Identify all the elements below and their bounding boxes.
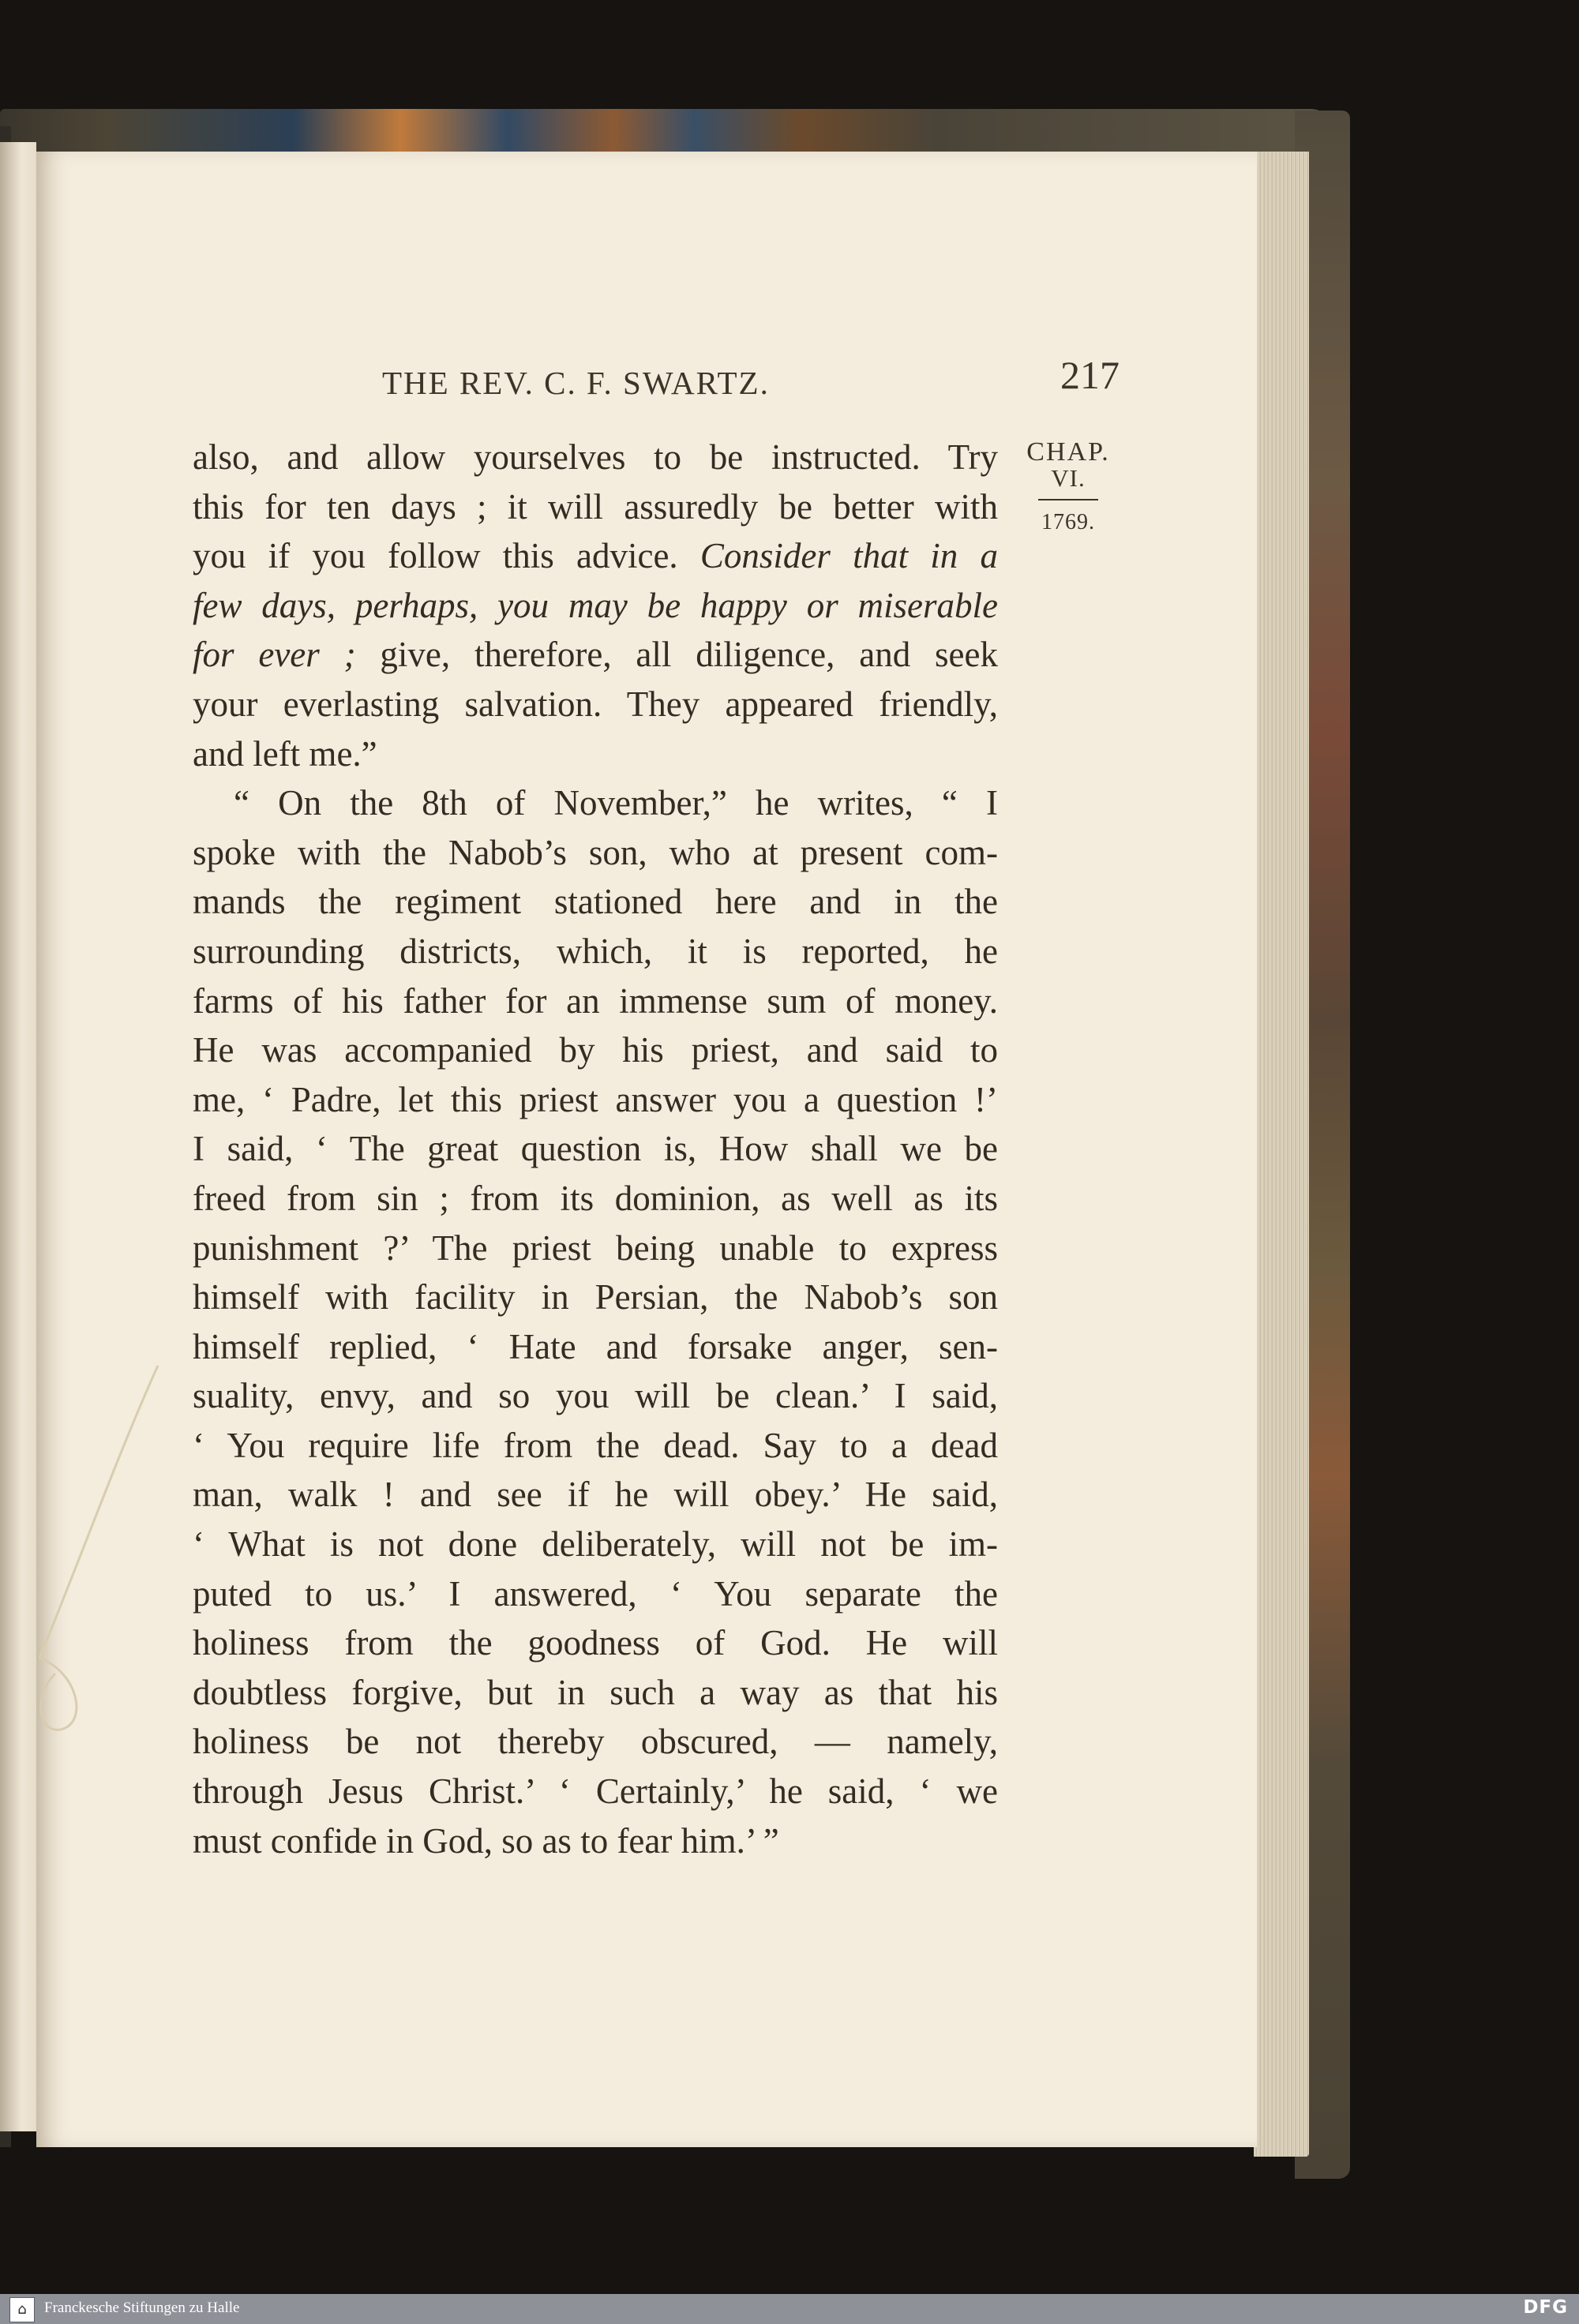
text-line — [193, 1668, 998, 1718]
italic-text: few days, perhaps, you may be happy or miserable — [193, 585, 998, 625]
line-text: give, therefore, all diligence, and seek — [355, 635, 998, 675]
line-text: mands the regiment stationed here and in the — [193, 882, 998, 922]
line-text: I said, ‘ The great question is, How shall we be — [193, 1129, 998, 1169]
text-line — [193, 1717, 998, 1767]
text-line — [193, 976, 998, 1026]
line-text: this for ten days ; it will assuredly be better with — [193, 486, 998, 527]
building-icon: ⌂ — [9, 2297, 35, 2322]
line-text: “ On the 8th of November,” he writes, “ I — [234, 783, 998, 823]
text-line — [193, 729, 998, 779]
marbled-cover-top — [0, 109, 1334, 155]
line-text: ‘ What is not done deliberately, will not be im- — [193, 1524, 998, 1565]
text-line — [193, 778, 998, 828]
page-edges — [1254, 152, 1309, 2157]
text-line — [193, 482, 998, 532]
line-text: also, and allow yourselves to be instructed. Try — [193, 437, 998, 477]
line-text: punishment ?’ The priest being unable to express — [193, 1228, 998, 1268]
text-line — [193, 1470, 998, 1520]
line-text: holiness be not thereby obscured, — namely, — [193, 1722, 998, 1762]
page-number: 217 — [1060, 353, 1120, 397]
dfg-logo: DFG — [1523, 2297, 1568, 2318]
line-text: puted to us.’ I answered, ‘ You separate the — [193, 1573, 998, 1614]
text-line — [193, 531, 998, 581]
text-line — [193, 877, 998, 927]
line-text: through Jesus Christ.’ ‘ Certainly,’ he said, ‘ we — [193, 1771, 998, 1812]
italic-text: for ever ; — [193, 635, 356, 675]
margin-note — [1017, 439, 1120, 534]
bookmark-string — [24, 1358, 166, 1737]
line-text: himself replied, ‘ Hate and forsake anger, sen- — [193, 1326, 998, 1366]
text-line — [193, 1421, 998, 1471]
text-line — [193, 1273, 998, 1322]
line-text: your everlasting salvation. They appeared friendly, — [193, 684, 998, 724]
text-line — [193, 1816, 998, 1866]
footer-bar — [0, 2294, 1579, 2324]
facing-page-sliver — [0, 142, 36, 2131]
text-line — [193, 581, 998, 631]
running-head: THE REV. C. F. SWARTZ. — [382, 365, 770, 401]
margin-rule — [1038, 499, 1098, 500]
text-line — [193, 1224, 998, 1273]
body-text — [193, 433, 998, 1865]
text-line — [193, 1322, 998, 1372]
text-line — [193, 1520, 998, 1569]
text-line — [193, 680, 998, 729]
line-text: me, ‘ Padre, let this priest answer you a question !’ — [193, 1079, 998, 1119]
margin-year: 1769. — [1041, 510, 1095, 534]
margin-chapter: CHAP. — [1026, 437, 1110, 467]
text-line — [193, 630, 998, 680]
text-line — [193, 1371, 998, 1421]
text-line — [193, 1174, 998, 1224]
text-line — [193, 828, 998, 878]
text-line — [193, 1075, 998, 1125]
line-text: you if you follow this advice. — [193, 536, 700, 576]
text-line — [193, 1025, 998, 1075]
italic-text: Consider that in a — [699, 536, 998, 576]
line-text: He was accompanied by his priest, and said to — [193, 1030, 998, 1070]
line-text: ‘ You require life from the dead. Say to a dead — [193, 1425, 998, 1465]
footer-institution: Franckesche Stiftungen zu Halle — [44, 2300, 240, 2316]
line-text: holiness from the goodness of God. He will — [193, 1623, 998, 1663]
text-line — [193, 1767, 998, 1816]
text-line — [193, 1618, 998, 1668]
text-line — [193, 433, 998, 482]
line-text: himself with facility in Persian, the Nabob’s son — [193, 1277, 998, 1318]
line-text: and left me.” — [193, 733, 377, 774]
line-text: freed from sin ; from its dominion, as well as its — [193, 1178, 998, 1218]
line-text: spoke with the Nabob’s son, who at present com- — [193, 832, 998, 872]
text-line — [193, 927, 998, 976]
line-text: suality, envy, and so you will be clean.’ I said, — [193, 1376, 998, 1416]
line-text: farms of his father for an immense sum of money. — [193, 980, 998, 1021]
line-text: must confide in God, so as to fear him.’ ” — [193, 1820, 779, 1861]
text-line — [193, 1124, 998, 1174]
margin-chapter-number: VI. — [1051, 464, 1086, 492]
line-text: man, walk ! and see if he will obey.’ He said, — [193, 1475, 998, 1515]
line-text: doubtless forgive, but in such a way as that his — [193, 1672, 998, 1712]
line-text: surrounding districts, which, it is reported, he — [193, 931, 998, 971]
text-line — [193, 1569, 998, 1619]
